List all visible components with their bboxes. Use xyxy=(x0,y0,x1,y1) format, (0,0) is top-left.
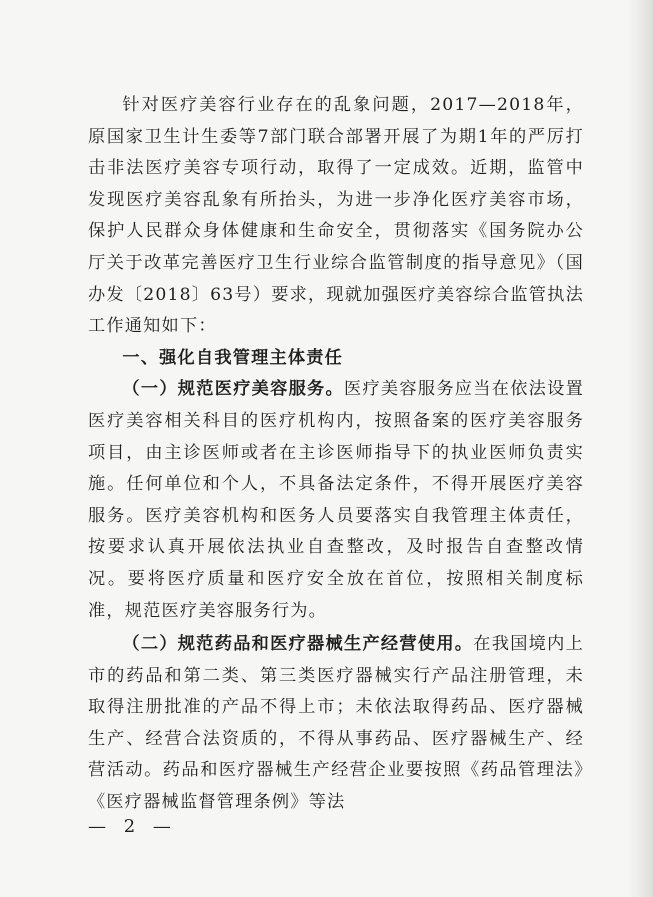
intro-paragraph: 针对医疗美容行业存在的乱象问题，2017—2018年，原国家卫生计生委等7部门联合部署开展了为期1年的严厉打击非法医疗美容专项行动，取得了一定成效。近期，监管中发现医疗美容乱象有所抬头，为进一步净化医疗美容市场，保护人民群众身体健康和生命安全，贯彻落实《国务院办公厅关于改革完善医疗卫生行业综合监管制度的指导意见》（国办发〔2018〕63号）要求，现就加强医疗美容综合监管执法工作通知如下： xyxy=(88,95,584,337)
item-text-2: 在我国境内上市的药品和第二类、第三类医疗器械实行产品注册管理，未取得注册批准的产品不得上市；未依法取得药品、医疗器械生产、经营合法资质的，不得从事药品、医疗器械生产、经营活动。药品和医疗器械生产经营企业要按照《药品管理法》《医疗器械监督管理条例》等法 xyxy=(88,634,584,813)
document-body xyxy=(88,90,584,819)
item-lead-1: （一）规范医疗美容服务。 xyxy=(122,379,344,400)
item-lead-2: （二）规范药品和医疗器械生产经营使用。 xyxy=(122,634,474,655)
section-heading: 一、强化自我管理主体责任 xyxy=(122,347,344,368)
item-text-1: 医疗美容服务应当在依法设置医疗美容相关科目的医疗机构内，按照备案的医疗美容服务项目，由主诊医师或者在主诊医师指导下的执业医师负责实施。任何单位和个人，不具备法定条件，不得开展医疗美容服务。医疗美容机构和医务人员要落实自我管理主体责任，按要求认真开展依法执业自查整改，及时报告自查整改情况。要将医疗质量和医疗安全放在首位，按照相关制度标准，规范医疗美容服务行为。 xyxy=(88,379,584,621)
item-paragraph-1 xyxy=(88,374,584,627)
item-paragraph-2 xyxy=(88,629,584,819)
page-number: — 2 — xyxy=(88,816,177,837)
page-edge-shadow xyxy=(627,0,653,897)
